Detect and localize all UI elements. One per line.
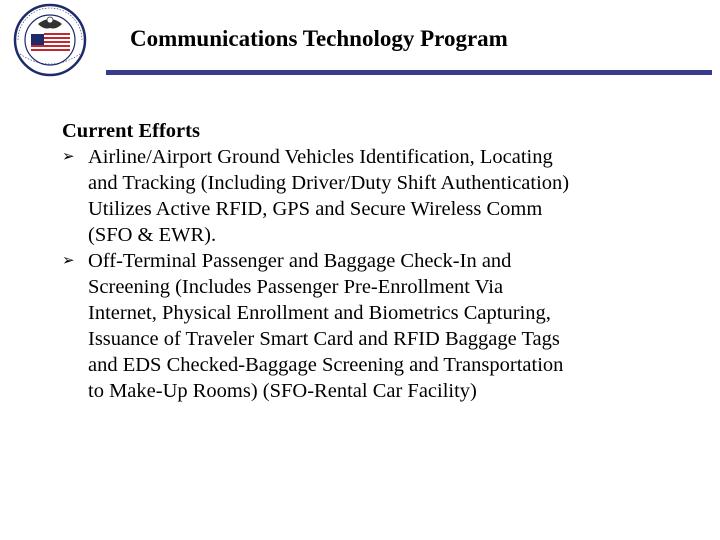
- arrow-bullet-icon: ➢: [62, 253, 75, 269]
- bullet-line: Utilizes Active RFID, GPS and Secure Wireless Comm: [88, 198, 543, 220]
- slide-body: [62, 118, 702, 404]
- bullet-item: [62, 248, 702, 404]
- bullet-list: [62, 144, 702, 404]
- bullet-line: Screening (Includes Passenger Pre-Enrollment Via: [88, 276, 504, 298]
- title-underline-rule: [106, 70, 712, 75]
- section-heading: Current Efforts: [62, 120, 200, 142]
- bullet-line: and Tracking (Including Driver/Duty Shift Authentication): [88, 172, 570, 194]
- bullet-line: Internet, Physical Enrollment and Biometrics Capturing,: [88, 302, 551, 324]
- bullet-line: Airline/Airport Ground Vehicles Identification, Locating: [88, 146, 553, 168]
- page-title: Communications Technology Program: [130, 26, 508, 51]
- arrow-bullet-icon: ➢: [62, 149, 75, 165]
- bullet-line: Issuance of Traveler Smart Card and RFID Baggage Tags: [88, 328, 560, 350]
- bullet-item: [62, 144, 702, 248]
- dot-seal-icon: [4, 2, 96, 78]
- bullet-line: and EDS Checked-Baggage Screening and Transportation: [88, 354, 564, 376]
- bullet-line: to Make-Up Rooms) (SFO-Rental Car Facility): [88, 380, 477, 402]
- bullet-line: Off-Terminal Passenger and Baggage Check-In and: [88, 250, 512, 272]
- bullet-line: (SFO & EWR).: [88, 224, 217, 246]
